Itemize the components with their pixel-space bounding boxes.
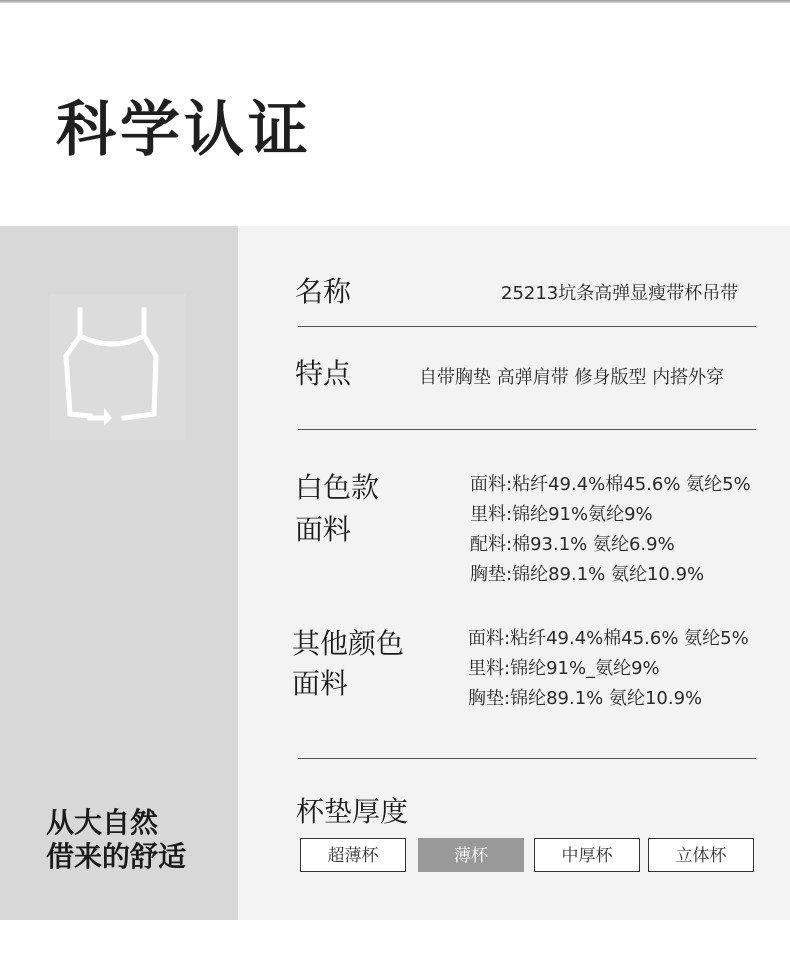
other-fabric-line: 里料:锦纶91%_氨纶9% (468, 658, 660, 679)
spec-content (238, 226, 790, 920)
slogan-line-1: 从大自然 (46, 806, 159, 839)
divider-2 (298, 429, 756, 430)
name-value: 25213坑条高弹显瘦带杯吊带 (501, 283, 739, 304)
other-label-line-2: 面料 (292, 667, 349, 700)
page-title: 科学认证 (56, 95, 312, 165)
sidebar (0, 226, 238, 920)
name-label: 名称 (295, 275, 352, 308)
spec-panel (0, 226, 790, 920)
top-rule (0, 0, 790, 3)
camisole-icon-box (50, 294, 186, 440)
white-label-line-1: 白色款 (295, 471, 380, 504)
thickness-label: 杯垫厚度 (296, 795, 409, 828)
other-label-line-1: 其他颜色 (292, 627, 405, 660)
thickness-option-thin[interactable]: 薄杯 (418, 838, 524, 872)
thickness-option-medium[interactable]: 中厚杯 (534, 838, 640, 872)
camisole-icon (50, 294, 186, 440)
white-fabric-line: 配料:棉93.1% 氨纶6.9% (470, 534, 675, 555)
white-fabric-line: 面料:粘纤49.4%棉45.6% 氨纶5% (470, 474, 751, 495)
white-label-line-2: 面料 (295, 513, 352, 546)
other-fabric-line: 胸垫:锦纶89.1% 氨纶10.9% (468, 688, 703, 709)
thickness-options (300, 838, 760, 874)
white-fabric-list (470, 470, 751, 590)
features-value: 自带胸垫 高弹肩带 修身版型 内搭外穿 (419, 367, 725, 388)
thickness-option-ultra-thin[interactable]: 超薄杯 (300, 838, 406, 872)
white-fabric-line: 里料:锦纶91%氨纶9% (470, 504, 653, 525)
white-fabric-line: 胸垫:锦纶89.1% 氨纶10.9% (470, 564, 705, 585)
divider-1 (298, 326, 756, 327)
other-fabric-line: 面料:粘纤49.4%棉45.6% 氨纶5% (468, 628, 749, 649)
side-slogan (46, 806, 236, 874)
thickness-option-3d[interactable]: 立体杯 (648, 838, 754, 872)
other-fabric-list (468, 624, 749, 714)
features-label: 特点 (295, 357, 352, 390)
slogan-line-2: 借来的舒适 (46, 840, 187, 873)
divider-3 (298, 758, 756, 759)
